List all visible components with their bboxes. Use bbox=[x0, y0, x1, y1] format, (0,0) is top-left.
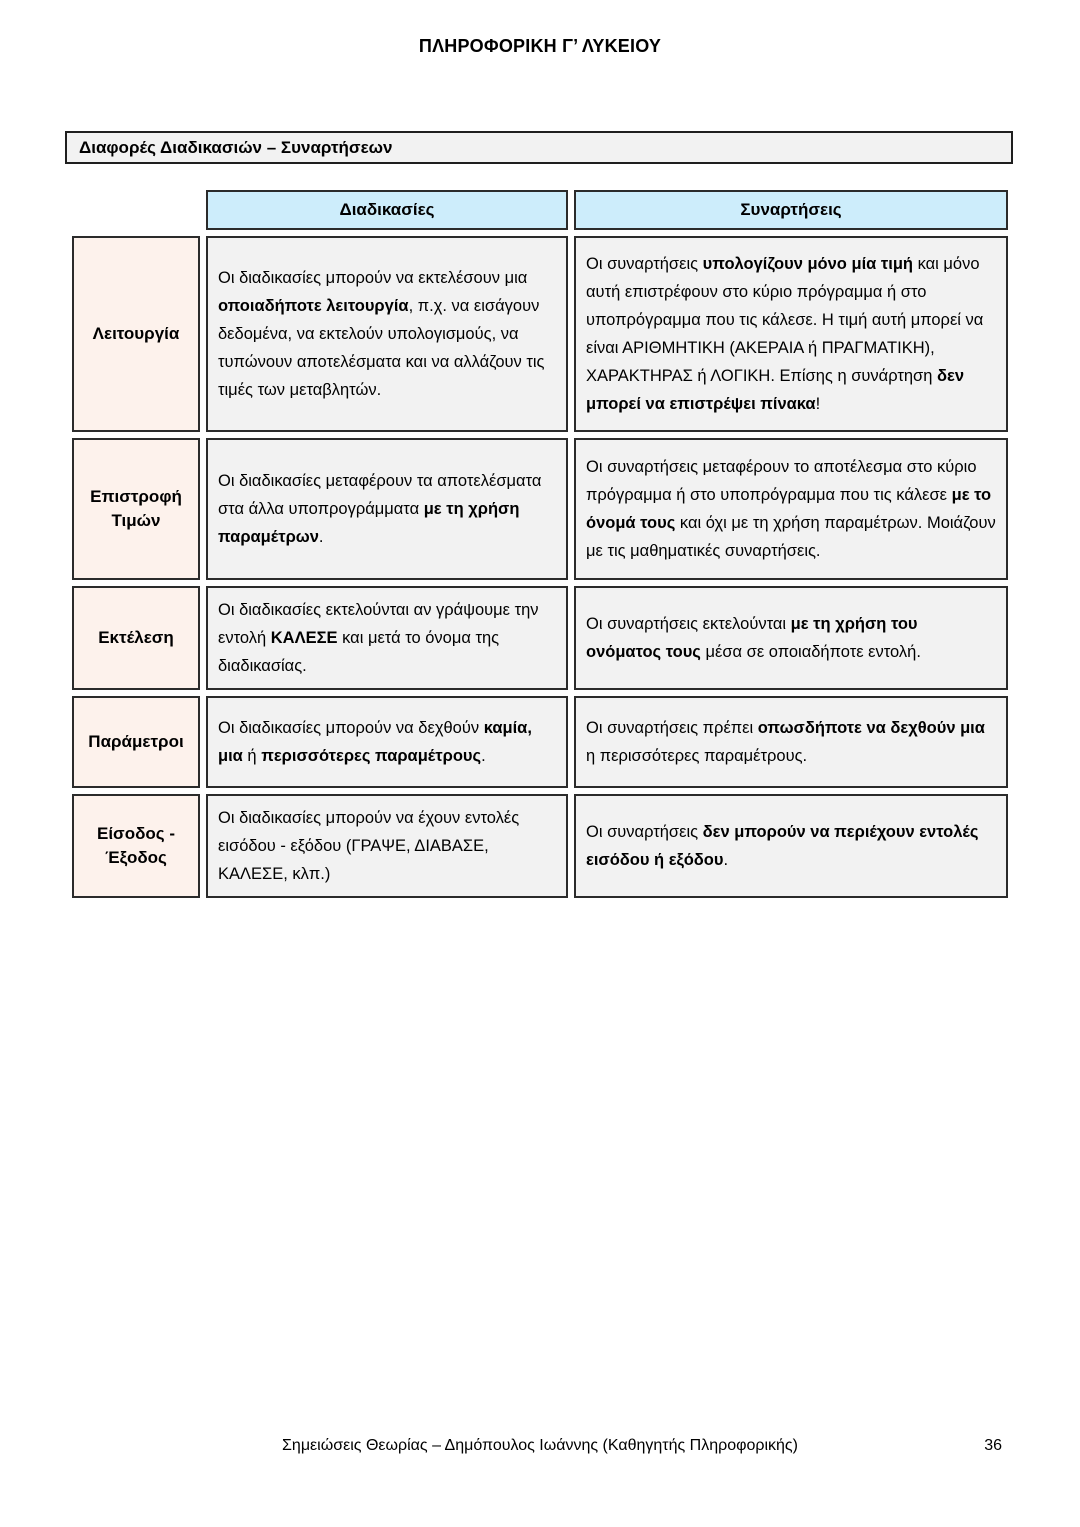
functions-cell bbox=[574, 696, 1008, 788]
functions-cell bbox=[574, 586, 1008, 690]
procedures-cell bbox=[206, 438, 568, 580]
functions-cell bbox=[574, 236, 1008, 432]
cell-text: Οι συναρτήσεις πρέπει οπωσδήποτε να δεχθούν μια η περισσότερες παραμέτρους. bbox=[586, 719, 985, 765]
row-label: Παράμετροι bbox=[72, 696, 200, 788]
procedures-cell bbox=[206, 794, 568, 898]
procedures-cell bbox=[206, 586, 568, 690]
cell-text: Οι συναρτήσεις μεταφέρουν το αποτέλεσμα στο κύριο πρόγραμμα ή στο υποπρόγραμμα που τις κάλεσε με το όνομά τους και όχι με τη χρήση παραμέτρων. Μοιάζουν με τις μαθηματικές συναρτήσεις. bbox=[586, 458, 996, 560]
table-corner-spacer bbox=[72, 190, 200, 230]
footer-text: Σημειώσεις Θεωρίας – Δημόπουλος Ιωάννης (Καθηγητής Πληροφορικής) bbox=[282, 1437, 798, 1454]
comparison-table bbox=[72, 190, 1008, 898]
row-label: Είσοδος - Έξοδος bbox=[72, 794, 200, 898]
cell-text: Οι συναρτήσεις υπολογίζουν μόνο μία τιμή και μόνο αυτή επιστρέφουν στο κύριο πρόγραμμα ή στο υποπρόγραμμα που τις κάλεσε. Η τιμή αυτή μπορεί να είναι ΑΡΙΘΜΗΤΙΚΗ (ΑΚΕΡΑΙΑ ή ΠΡΑΓΜΑΤΙΚΗ), ΧΑΡΑΚΤΗΡΑΣ ή ΛΟΓΙΚΗ. Επίσης η συνάρτηση δεν μπορεί να επιστρέψει πίνακα! bbox=[586, 255, 984, 413]
functions-cell bbox=[574, 438, 1008, 580]
column-header-procedures: Διαδικασίες bbox=[206, 190, 568, 230]
functions-cell bbox=[574, 794, 1008, 898]
cell-text: Οι συναρτήσεις δεν μπορούν να περιέχουν εντολές εισόδου ή εξόδου. bbox=[586, 823, 979, 869]
row-label: Επιστροφή Τιμών bbox=[72, 438, 200, 580]
cell-text: Οι συναρτήσεις εκτελούνται με τη χρήση του ονόματος τους μέσα σε οποιαδήποτε εντολή. bbox=[586, 615, 921, 661]
column-header-functions: Συναρτήσεις bbox=[574, 190, 1008, 230]
page-header-title: ΠΛΗΡΟΦΟΡΙΚΗ Γ’ ΛΥΚΕΙΟΥ bbox=[418, 36, 662, 56]
procedures-cell bbox=[206, 696, 568, 788]
cell-text: Οι διαδικασίες μεταφέρουν τα αποτελέσματα στα άλλα υποπρογράμματα με τη χρήση παραμέτρων. bbox=[218, 472, 542, 546]
cell-text: Οι διαδικασίες εκτελούνται αν γράψουμε την εντολή ΚΑΛΕΣΕ και μετά το όνομα της διαδικασίας. bbox=[218, 601, 539, 675]
section-title: Διαφορές Διαδικασιών – Συναρτήσεων bbox=[79, 137, 393, 157]
row-label: Εκτέλεση bbox=[72, 586, 200, 690]
page-number: 36 bbox=[984, 1437, 1002, 1454]
section-title-box bbox=[65, 131, 1013, 164]
cell-text: Οι διαδικασίες μπορούν να δεχθούν καμία, μια ή περισσότερες παραμέτρους. bbox=[218, 719, 532, 765]
cell-text: Οι διαδικασίες μπορούν να έχουν εντολές εισόδου - εξόδου (ΓΡΑΨΕ, ΔΙΑΒΑΣΕ, ΚΑΛΕΣΕ, κλπ.) bbox=[218, 809, 520, 883]
cell-text: Οι διαδικασίες μπορούν να εκτελέσουν μια οποιαδήποτε λειτουργία, π.χ. να εισάγουν δεδομένα, να εκτελούν υπολογισμούς, να τυπώνουν αποτελέσματα και να αλλάζουν τις τιμές των μεταβλητών. bbox=[218, 269, 545, 399]
row-label: Λειτουργία bbox=[72, 236, 200, 432]
procedures-cell bbox=[206, 236, 568, 432]
